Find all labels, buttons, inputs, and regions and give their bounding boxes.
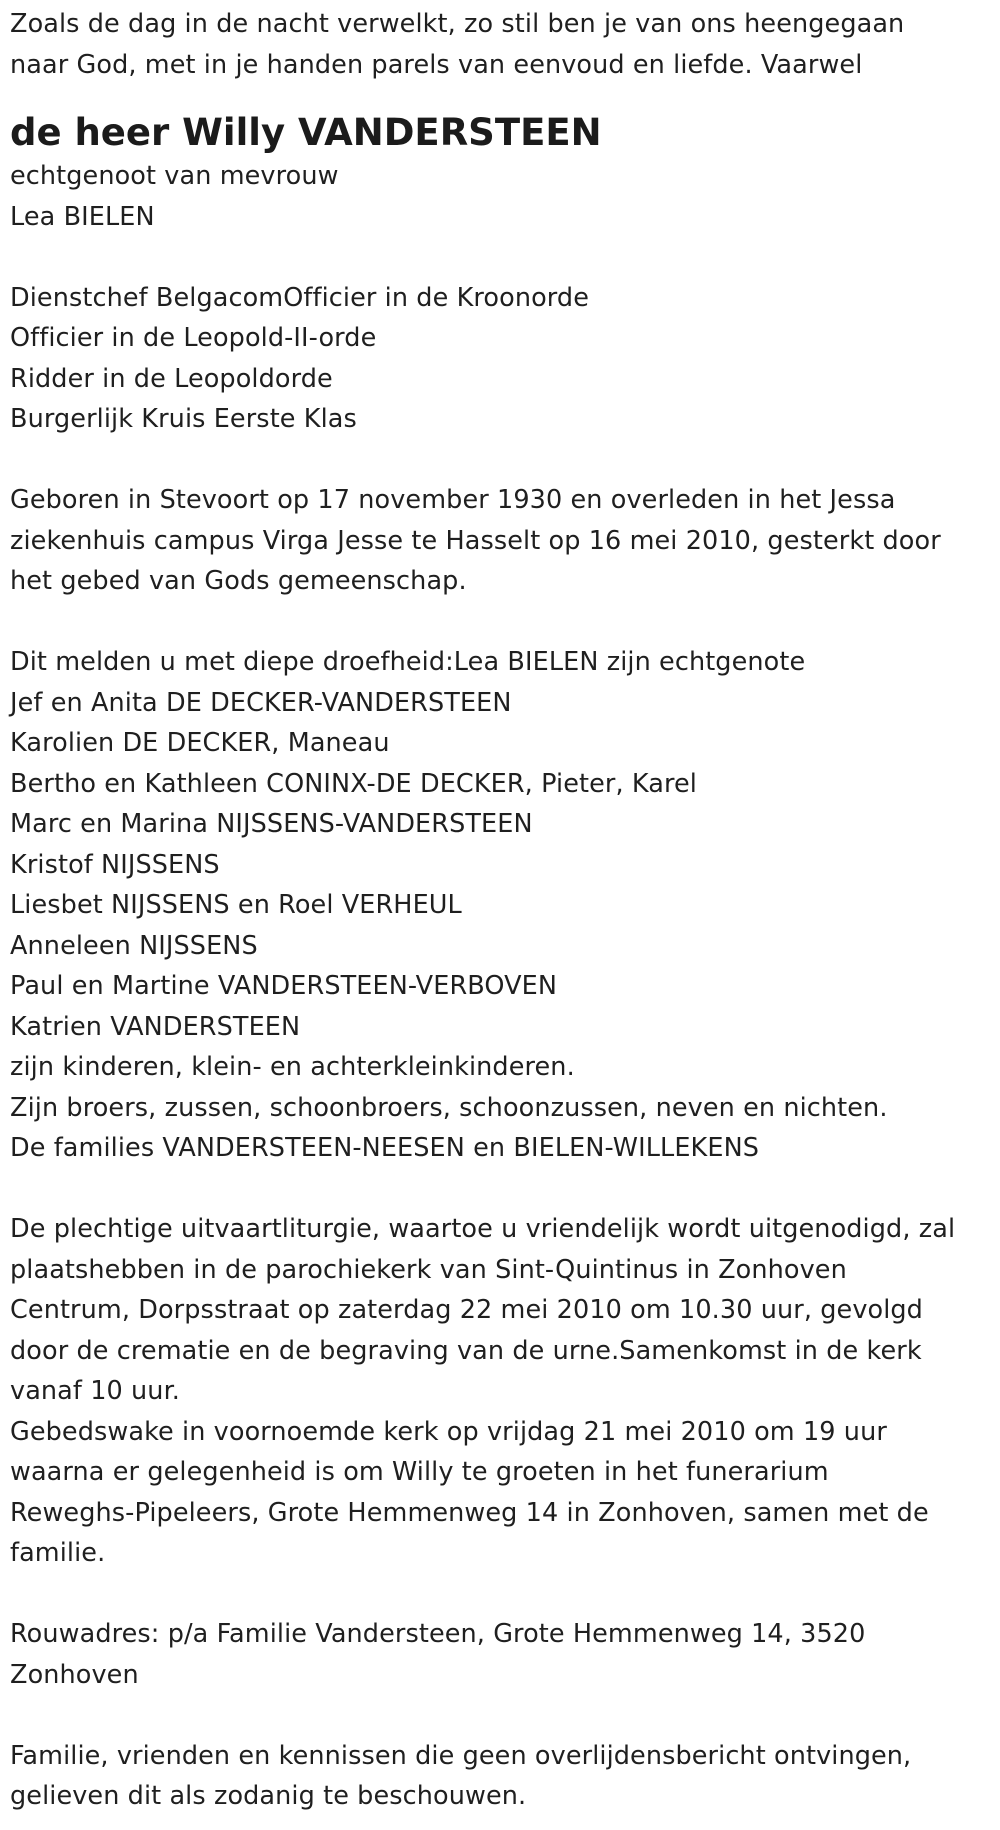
closing-line: gelieven dit als zodanig te beschouwen. xyxy=(10,1781,527,1811)
family-line: Zijn broers, zussen, schoonbroers, schoonzussen, neven en nichten. xyxy=(10,1092,888,1123)
family-line: Paul en Martine VANDERSTEEN-VERBOVEN xyxy=(10,971,558,1001)
title-line: Burgerlijk Kruis Eerste Klas xyxy=(10,404,357,434)
birth-death-line: het gebed van Gods gemeenschap. xyxy=(10,566,467,596)
title-line: Dienstchef BelgacomOfficier in de Kroonorde xyxy=(10,282,589,313)
ceremony-block xyxy=(10,1209,970,1574)
family-block xyxy=(10,642,970,1169)
birth-death-line: Geboren in Stevoort op 17 november 1930 en overleden in het Jessa xyxy=(10,485,896,515)
family-line: Liesbet NIJSSENS en Roel VERHEUL xyxy=(10,890,462,920)
birth-death-block xyxy=(10,480,970,602)
spouse-block xyxy=(10,156,970,237)
closing-line: Familie, vrienden en kennissen die geen overlijdensbericht ontvingen, xyxy=(10,1740,912,1771)
intro-line: Zoals de dag in de nacht verwelkt, zo stil ben je van ons heengegaan xyxy=(10,9,905,39)
spouse-line: echtgenoot van mevrouw xyxy=(10,161,339,191)
family-line: Dit melden u met diepe droefheid:Lea BIELEN zijn echtgenote xyxy=(10,647,806,677)
address-line: Rouwadres: p/a Familie Vandersteen, Grote Hemmenweg 14, 3520 xyxy=(10,1619,866,1649)
ceremony-line: vanaf 10 uur. xyxy=(10,1376,181,1406)
family-line: Kristof NIJSSENS xyxy=(10,849,220,880)
titles-block xyxy=(10,278,970,440)
family-line: Jef en Anita DE DECKER-VANDERSTEEN xyxy=(10,687,512,718)
birth-death-line: ziekenhuis campus Virga Jesse te Hasselt op 16 mei 2010, gesterkt door xyxy=(10,525,941,556)
address-block xyxy=(10,1614,970,1695)
ceremony-line: waarna er gelegenheid is om Willy te groeten in het funerarium xyxy=(10,1457,829,1487)
family-line: Marc en Marina NIJSSENS-VANDERSTEEN xyxy=(10,809,533,839)
family-line: Katrien VANDERSTEEN xyxy=(10,1011,301,1042)
family-line: zijn kinderen, klein- en achterkleinkinderen. xyxy=(10,1052,575,1082)
ceremony-line: familie. xyxy=(10,1538,106,1568)
address-line: Zonhoven xyxy=(10,1659,139,1690)
ceremony-line: Reweghs-Pipeleers, Grote Hemmenweg 14 in Zonhoven, samen met de xyxy=(10,1497,929,1528)
closing-block xyxy=(10,1736,970,1817)
intro-quote xyxy=(10,4,970,85)
ceremony-line: plaatshebben in de parochiekerk van Sint-Quintinus in Zonhoven xyxy=(10,1254,847,1285)
deceased-name: de heer Willy VANDERSTEEN xyxy=(10,111,602,154)
ceremony-line: De plechtige uitvaartliturgie, waartoe u vriendelijk wordt uitgenodigd, zal xyxy=(10,1214,956,1244)
spouse-line: Lea BIELEN xyxy=(10,201,155,232)
title-line: Officier in de Leopold-II-orde xyxy=(10,323,377,353)
intro-line: naar God, met in je handen parels van eenvoud en liefde. Vaarwel xyxy=(10,49,863,80)
ceremony-line: Gebedswake in voornoemde kerk op vrijdag 21 mei 2010 om 19 uur xyxy=(10,1416,887,1447)
family-line: Bertho en Kathleen CONINX-DE DECKER, Pieter, Karel xyxy=(10,768,697,799)
family-line: Anneleen NIJSSENS xyxy=(10,930,258,961)
family-line: Karolien DE DECKER, Maneau xyxy=(10,728,390,758)
title-line: Ridder in de Leopoldorde xyxy=(10,363,333,394)
ceremony-line: Centrum, Dorpsstraat op zaterdag 22 mei 2010 om 10.30 uur, gevolgd xyxy=(10,1295,923,1325)
ceremony-line: door de crematie en de begraving van de urne.Samenkomst in de kerk xyxy=(10,1335,922,1366)
family-line: De families VANDERSTEEN-NEESEN en BIELEN-WILLEKENS xyxy=(10,1133,760,1163)
